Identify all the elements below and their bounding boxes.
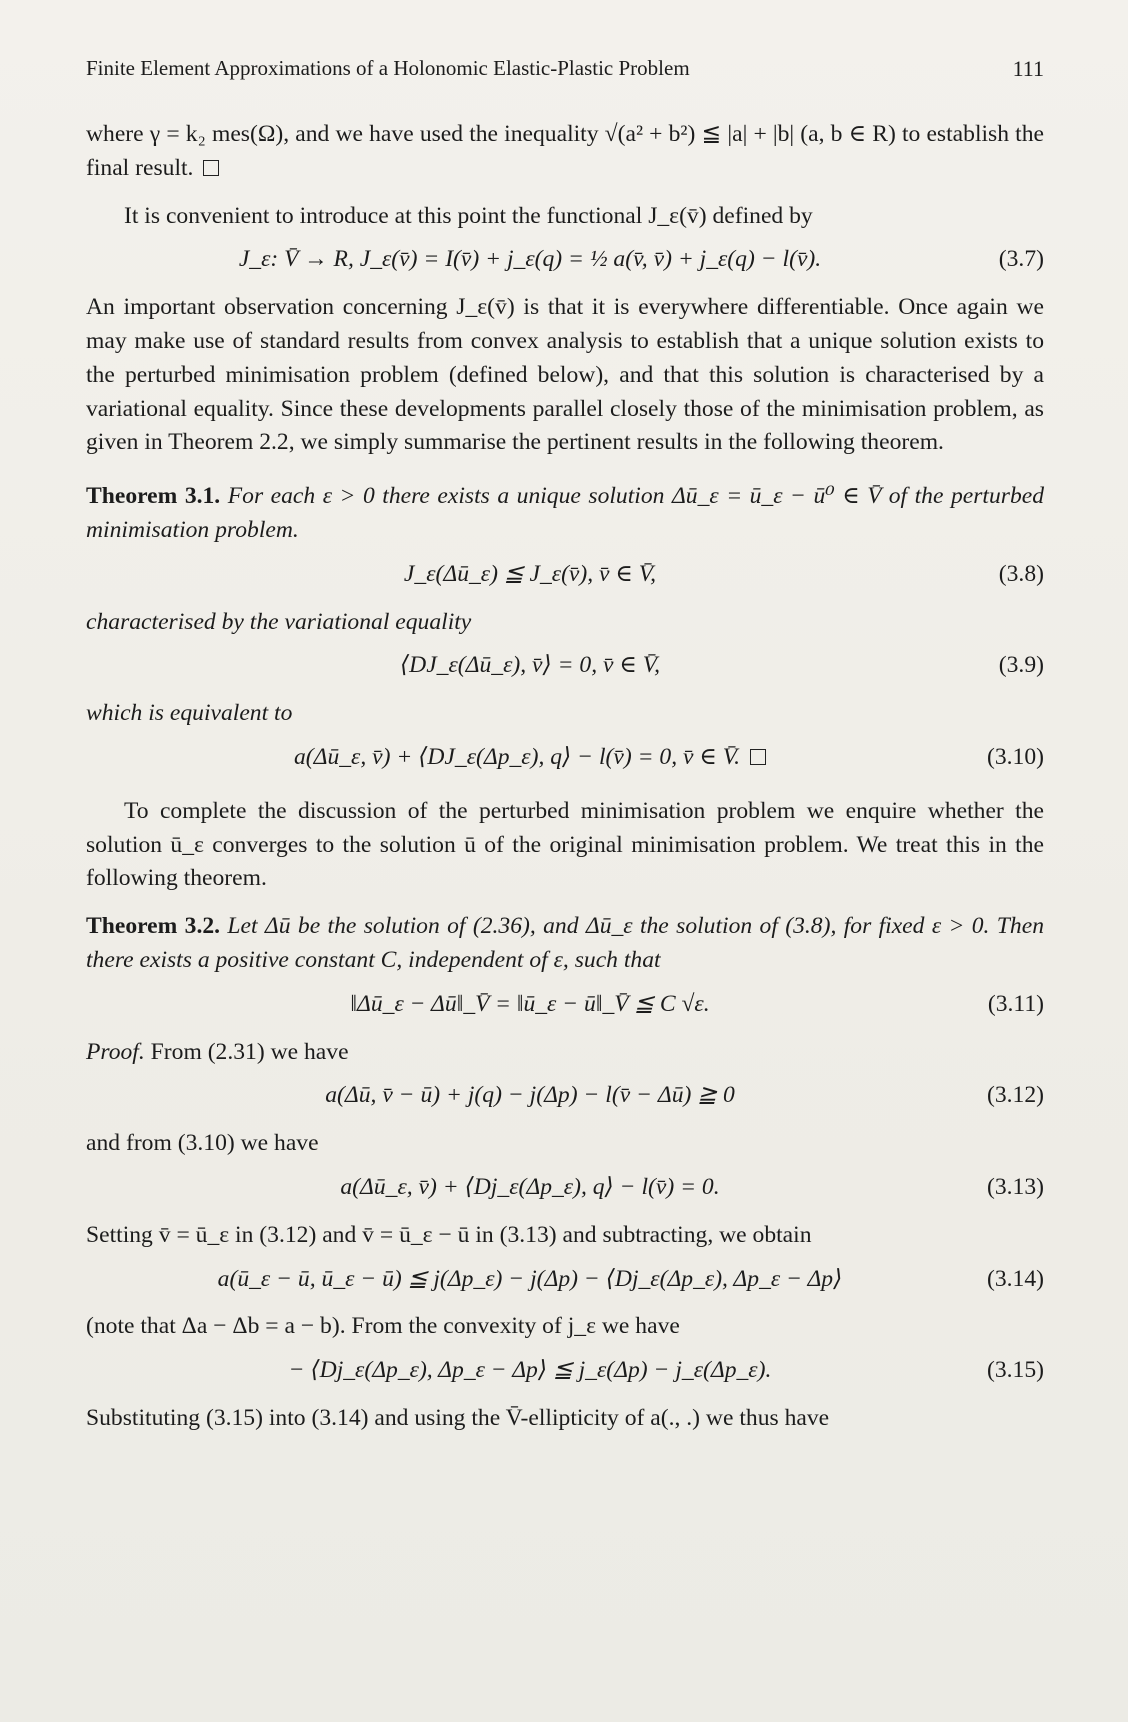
paragraph-convexity: (note that Δa − Δb = a − b). From the convexity of j_ε we have bbox=[86, 1313, 680, 1340]
equation-3-9 bbox=[86, 649, 1044, 683]
equation-3-13 bbox=[86, 1171, 1044, 1205]
equation-3-10 bbox=[86, 741, 1044, 775]
theorem-statement: For each ε > 0 there exists a unique solution Δū_ε = ū_ε − ū⁰ ∈ V̄ of the perturbed minimisation problem. bbox=[86, 483, 1045, 543]
equation-3-11 bbox=[86, 988, 1044, 1022]
equation-number: (3.15) bbox=[986, 1357, 1044, 1384]
equation-number: (3.7) bbox=[998, 246, 1044, 273]
proof-intro bbox=[86, 1036, 1044, 1070]
equation-body: a(Δū_ε, v̄) + ⟨DJ_ε(Δp_ε), q⟩ − l(v̄) = 0, v̄ ∈ V̄. bbox=[293, 743, 741, 770]
equation-3-8 bbox=[86, 558, 1044, 592]
theorem-3-2 bbox=[86, 910, 1044, 978]
equation-number: (3.11) bbox=[987, 990, 1044, 1017]
proof-text: From (2.31) we have bbox=[150, 1038, 349, 1065]
equation-body: ‖Δū_ε − Δū‖_V̄ = ‖ū_ε − ū‖_V̄ ≦ C √ε. bbox=[350, 990, 710, 1017]
page-number: 111 bbox=[1012, 56, 1044, 81]
theorem-label: Theorem 3.1. bbox=[86, 483, 221, 510]
paragraph-setting: Setting v̄ = ū_ε in (3.12) and v̄ = ū_ε − ū in (3.13) and subtracting, we obtain bbox=[86, 1221, 812, 1248]
theorem-statement: Let Δū be the solution of (2.36), and Δū_ε the solution of (3.8), for fixed ε > 0. Then there exists a positive constant C, independent of ε, such that bbox=[86, 913, 1044, 973]
theorem-equivalence-text: which is equivalent to bbox=[86, 700, 293, 727]
equation-3-7 bbox=[86, 243, 1044, 277]
equation-number: (3.10) bbox=[986, 743, 1044, 770]
qed-icon bbox=[750, 749, 766, 765]
equation-3-15 bbox=[86, 1354, 1044, 1388]
equation-body: a(Δū, v̄ − ū) + j(q) − j(Δp) − l(v̄ − Δū) ≧ 0 bbox=[325, 1082, 735, 1109]
equation-body: a(ū_ε − ū, ū_ε − ū) ≦ j(Δp_ε) − j(Δp) − ⟨Dj_ε(Δp_ε), Δp_ε − Δp⟩ bbox=[217, 1265, 843, 1292]
paragraph-convergence: To complete the discussion of the perturbed minimisation problem we enquire whether the solution ū_ε converges to the solution ū of the original minimisation problem. We treat this in the following theorem. bbox=[86, 797, 1044, 892]
theorem-characterisation-text: characterised by the variational equality bbox=[86, 608, 472, 635]
equation-number: (3.9) bbox=[998, 652, 1044, 679]
equation-body: J_ε(Δū_ε) ≦ J_ε(v̄), v̄ ∈ V̄, bbox=[403, 560, 657, 587]
paragraph-substituting: Substituting (3.15) into (3.14) and using the V̄-ellipticity of a(., .) we thus have bbox=[86, 1404, 830, 1431]
page-body bbox=[86, 118, 1044, 1436]
theorem-3-1 bbox=[86, 480, 1044, 548]
proof-label: Proof. bbox=[86, 1038, 145, 1065]
equation-body: J_ε: V̄ → R, J_ε(v̄) = I(v̄) + j_ε(q) = ½ a(v̄, v̄) + j_ε(q) − l(v̄). bbox=[238, 246, 822, 273]
paragraph-inequality: where γ = k₂ mes(Ω), and we have used the inequality √(a² + b²) ≦ |a| + |b| (a, b ∈ R) to establish the final result. bbox=[86, 121, 1044, 181]
theorem-label: Theorem 3.2. bbox=[86, 913, 221, 940]
equation-body: ⟨DJ_ε(Δū_ε), v̄⟩ = 0, v̄ ∈ V̄, bbox=[399, 652, 661, 679]
equation-3-14 bbox=[86, 1263, 1044, 1297]
equation-number: (3.14) bbox=[986, 1265, 1044, 1292]
equation-body: − ⟨Dj_ε(Δp_ε), Δp_ε − Δp⟩ ≦ j_ε(Δp) − j_ε(Δp_ε). bbox=[288, 1357, 772, 1384]
qed-icon bbox=[203, 160, 219, 176]
paragraph-observation: An important observation concerning J_ε(v̄) is that it is everywhere differentiable. Once again we may make use of standard results from convex analysis to establish that a unique solution exists to the perturbed minimisation problem (defined below), and that this solution is characterised by a variational equality. Since these developments parallel closely those of the minimisation problem, as given in Theorem 2.2, we simply summarise the pertinent results in the following theorem. bbox=[86, 294, 1044, 456]
equation-number: (3.13) bbox=[986, 1173, 1044, 1200]
running-title: Finite Element Approximations of a Holonomic Elastic-Plastic Problem bbox=[86, 56, 690, 80]
equation-body: a(Δū_ε, v̄) + ⟨Dj_ε(Δp_ε), q⟩ − l(v̄) = 0. bbox=[340, 1173, 720, 1200]
equation-3-12 bbox=[86, 1079, 1044, 1113]
equation-number: (3.12) bbox=[986, 1082, 1044, 1109]
paragraph-from-3-10: and from (3.10) we have bbox=[86, 1130, 319, 1157]
equation-number: (3.8) bbox=[998, 560, 1044, 587]
paragraph-functional: It is convenient to introduce at this point the functional J_ε(v̄) defined by bbox=[124, 202, 813, 229]
